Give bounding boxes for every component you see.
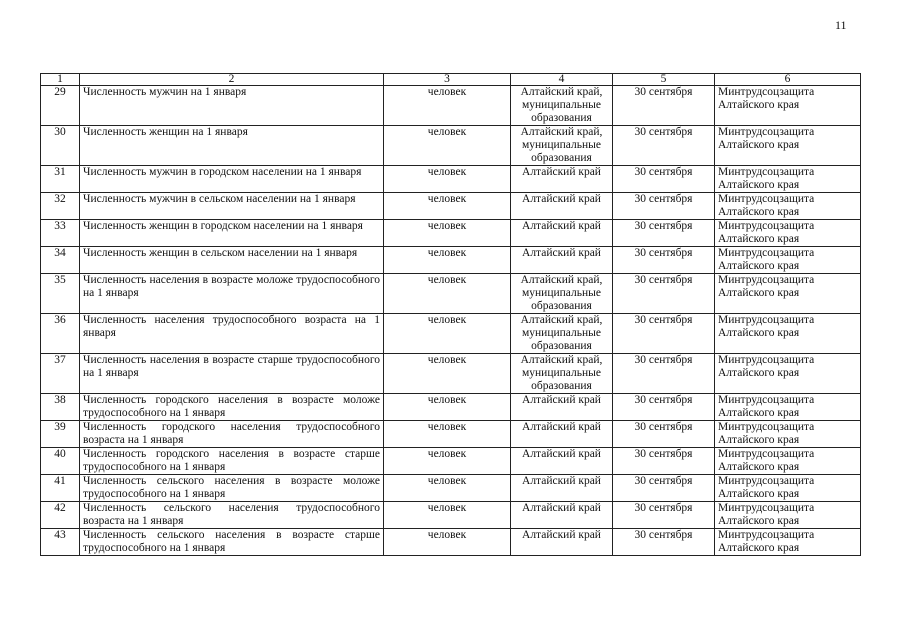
deadline-cell: 30 сентября [613,448,715,475]
table-row [41,421,861,448]
territory-level-cell: Алтайский край, муниципальные образования [511,86,613,126]
responsible-body-cell: Минтрудсоцзащита Алтайского края [715,475,861,502]
unit-cell: человек [384,448,511,475]
responsible-body-cell: Минтрудсоцзащита Алтайского края [715,220,861,247]
responsible-body-cell: Минтрудсоцзащита Алтайского края [715,394,861,421]
responsible-body-cell: Минтрудсоцзащита Алтайского края [715,86,861,126]
table-row [41,475,861,502]
table-body [41,74,861,556]
unit-cell: человек [384,86,511,126]
territory-level-cell: Алтайский край [511,502,613,529]
unit-cell: человек [384,193,511,220]
table-row [41,193,861,220]
deadline-cell: 30 сентября [613,247,715,274]
territory-level-cell: Алтайский край, муниципальные образования [511,314,613,354]
deadline-cell: 30 сентября [613,394,715,421]
indicator-name-cell: Численность городского населения в возрасте старше трудоспособного на 1 января [80,448,384,475]
responsible-body-cell: Минтрудсоцзащита Алтайского края [715,274,861,314]
unit-cell: человек [384,274,511,314]
deadline-cell: 30 сентября [613,166,715,193]
column-number-5: 5 [613,74,715,86]
table-row [41,126,861,166]
deadline-cell: 30 сентября [613,354,715,394]
indicator-name-cell: Численность сельского населения в возрасте старше трудоспособного на 1 января [80,529,384,556]
responsible-body-cell: Минтрудсоцзащита Алтайского края [715,448,861,475]
column-number-1: 1 [41,74,80,86]
territory-level-cell: Алтайский край [511,448,613,475]
row-number-cell: 29 [41,86,80,126]
responsible-body-cell: Минтрудсоцзащита Алтайского края [715,502,861,529]
unit-cell: человек [384,247,511,274]
deadline-cell: 30 сентября [613,475,715,502]
row-number-cell: 40 [41,448,80,475]
territory-level-cell: Алтайский край [511,475,613,502]
indicator-name-cell: Численность сельского населения в возрасте моложе трудоспособного на 1 января [80,475,384,502]
responsible-body-cell: Минтрудсоцзащита Алтайского края [715,247,861,274]
territory-level-cell: Алтайский край [511,421,613,448]
row-number-cell: 43 [41,529,80,556]
responsible-body-cell: Минтрудсоцзащита Алтайского края [715,166,861,193]
unit-cell: человек [384,421,511,448]
unit-cell: человек [384,475,511,502]
table-row [41,86,861,126]
deadline-cell: 30 сентября [613,502,715,529]
indicator-name-cell: Численность населения в возрасте старше трудоспособного на 1 января [80,354,384,394]
deadline-cell: 30 сентября [613,529,715,556]
table-row [41,247,861,274]
unit-cell: человек [384,166,511,193]
unit-cell: человек [384,354,511,394]
row-number-cell: 42 [41,502,80,529]
responsible-body-cell: Минтрудсоцзащита Алтайского края [715,354,861,394]
row-number-cell: 33 [41,220,80,247]
territory-level-cell: Алтайский край [511,394,613,421]
unit-cell: человек [384,126,511,166]
unit-cell: человек [384,529,511,556]
indicator-name-cell: Численность городского населения трудоспособного возраста на 1 января [80,421,384,448]
column-number-4: 4 [511,74,613,86]
column-number-3: 3 [384,74,511,86]
table-row [41,166,861,193]
deadline-cell: 30 сентября [613,274,715,314]
row-number-cell: 36 [41,314,80,354]
unit-cell: человек [384,220,511,247]
unit-cell: человек [384,394,511,421]
indicator-name-cell: Численность городского населения в возрасте моложе трудоспособного на 1 января [80,394,384,421]
territory-level-cell: Алтайский край [511,166,613,193]
territory-level-cell: Алтайский край, муниципальные образования [511,126,613,166]
row-number-cell: 35 [41,274,80,314]
unit-cell: человек [384,502,511,529]
indicator-name-cell: Численность женщин на 1 января [80,126,384,166]
deadline-cell: 30 сентября [613,126,715,166]
unit-cell: человек [384,314,511,354]
responsible-body-cell: Минтрудсоцзащита Алтайского края [715,314,861,354]
territory-level-cell: Алтайский край, муниципальные образования [511,354,613,394]
indicator-name-cell: Численность сельского населения трудоспособного возраста на 1 января [80,502,384,529]
deadline-cell: 30 сентября [613,220,715,247]
column-number-6: 6 [715,74,861,86]
row-number-cell: 30 [41,126,80,166]
indicators-table [40,73,861,556]
territory-level-cell: Алтайский край [511,193,613,220]
territory-level-cell: Алтайский край [511,220,613,247]
indicator-name-cell: Численность женщин в городском населении на 1 января [80,220,384,247]
table-row [41,394,861,421]
deadline-cell: 30 сентября [613,314,715,354]
table-row [41,529,861,556]
responsible-body-cell: Минтрудсоцзащита Алтайского края [715,193,861,220]
table-row [41,354,861,394]
row-number-cell: 31 [41,166,80,193]
indicator-name-cell: Численность населения в возрасте моложе трудоспособного на 1 января [80,274,384,314]
responsible-body-cell: Минтрудсоцзащита Алтайского края [715,421,861,448]
row-number-cell: 37 [41,354,80,394]
territory-level-cell: Алтайский край [511,247,613,274]
table-header-row [41,74,861,86]
row-number-cell: 41 [41,475,80,502]
indicator-name-cell: Численность мужчин на 1 января [80,86,384,126]
page-number: 11 [835,18,847,32]
row-number-cell: 39 [41,421,80,448]
row-number-cell: 32 [41,193,80,220]
indicator-name-cell: Численность женщин в сельском населении на 1 января [80,247,384,274]
responsible-body-cell: Минтрудсоцзащита Алтайского края [715,126,861,166]
territory-level-cell: Алтайский край, муниципальные образования [511,274,613,314]
deadline-cell: 30 сентября [613,193,715,220]
deadline-cell: 30 сентября [613,86,715,126]
responsible-body-cell: Минтрудсоцзащита Алтайского края [715,529,861,556]
row-number-cell: 38 [41,394,80,421]
indicator-name-cell: Численность мужчин в городском населении на 1 января [80,166,384,193]
table-row [41,502,861,529]
table-row [41,274,861,314]
table-row [41,448,861,475]
indicator-name-cell: Численность мужчин в сельском населении на 1 января [80,193,384,220]
table-row [41,314,861,354]
table-row [41,220,861,247]
indicator-name-cell: Численность населения трудоспособного возраста на 1 января [80,314,384,354]
territory-level-cell: Алтайский край [511,529,613,556]
deadline-cell: 30 сентября [613,421,715,448]
column-number-2: 2 [80,74,384,86]
row-number-cell: 34 [41,247,80,274]
